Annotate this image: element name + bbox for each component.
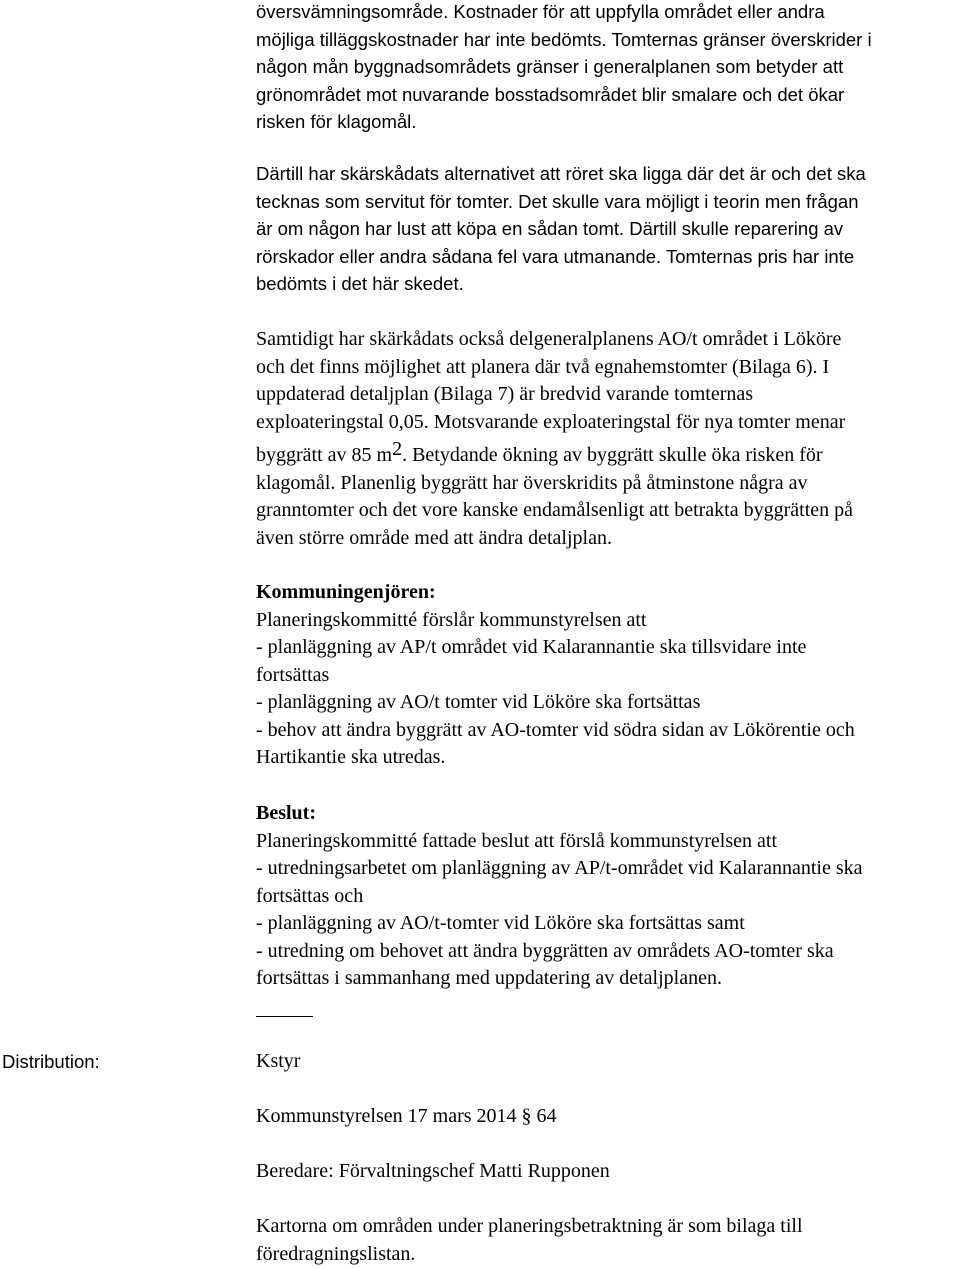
text-line: Planeringskommitté förslår kommunstyrelsen att [256,608,647,631]
text-line: fortsättas och [256,884,364,907]
text-line: även större område med att ändra detaljplan. [256,526,612,549]
text-line: tecknas som servitut för tomter. Det skulle vara möjligt i teorin men frågan [256,190,859,212]
text-line: fortsättas [256,663,330,686]
text-line: översvämningsområde. Kostnader för att uppfylla området eller andra [256,1,825,22]
sup-line-suffix: . Betydande ökning av byggrätt skulle öka risken för [402,444,823,466]
text-line: möjliga tilläggskostnader har inte bedömts. Tomternas gränser överskrider i [256,28,872,50]
text-line: Hartikantie ska utredas. [256,746,446,768]
paragraph-flood-area [256,0,872,136]
text-line: - planläggning av AO/t-tomter vid Lököre ska fortsättas samt [256,912,745,934]
text-line: risken för klagomål. [256,111,417,132]
superscript-value: 2 [392,438,403,460]
text-line: Samtidigt har skärkådats också delgeneralplanens AO/t området i Lököre [256,328,842,350]
text-line: Därtill har skärskådats alternativet att röret ska ligga där det är och det ska [256,163,866,184]
text-line: exploateringstal 0,05. Motsvarande exploateringstal för nya tomter menar [256,410,846,433]
text-line: granntomter och det vore kanske endamålsenligt att betrakta byggrätten på [256,499,854,521]
text-line: - utredningsarbetet om planläggning av AP/t-området vid Kalarannantie ska [256,857,863,879]
section-kommuningenjoren [256,579,855,772]
kartorna-note [256,1213,803,1268]
text-line: är om någon har lust att köpa en sådan tomt. Därtill skulle reparering av [256,218,844,239]
text-line: Planeringskommitté fattade beslut att förslå kommunstyrelsen att [256,829,777,852]
text-line: föredragningslistan. [256,1242,416,1265]
text-line: rörskador eller andra sådana fel vara utmanande. Tomternas pris har inte [256,245,855,267]
text-line: - utredning om behovet att ändra byggrätten av områdets AO-tomter ska [256,939,834,962]
kommunstyrelsen-reference: Kommunstyrelsen 17 mars 2014 § 64 [256,1105,557,1127]
beredare-line: Beredare: Förvaltningschef Matti Rupponen [256,1160,610,1182]
text-line: och det finns möjlighet att planera där två egnahemstomter (Bilaga 6). I [256,355,830,378]
section-heading: Kommuningenjören: [256,581,436,603]
text-line: klagomål. Planenlig byggrätt har överskridits på åtminstone några av [256,471,808,494]
text-line: bedömts i det här skedet. [256,273,464,294]
text-line: fortsättas i sammanhang med uppdatering av detaljplanen. [256,967,722,989]
text-line: Kartorna om områden under planeringsbetraktning är som bilaga till [256,1215,803,1237]
distribution-value: Kstyr [256,1050,301,1072]
paragraph-delgeneralplan [256,326,853,552]
sup-line-prefix: byggrätt av 85 m [256,444,393,466]
text-line: - planläggning av AP/t området vid Kalarannantie ska tillsvidare inte [256,636,807,658]
signature-divider [256,1016,313,1017]
section-beslut [256,800,863,993]
text-line: uppdaterad detaljplan (Bilaga 7) är bredvid varande tomternas [256,383,754,405]
text-line: - behov att ändra byggrätt av AO-tomter vid södra sidan av Lökörentie och [256,718,855,741]
text-line: någon mån byggnadsområdets gränser i generalplanen som betyder att [256,56,844,77]
section-heading: Beslut: [256,802,316,824]
text-line: - planläggning av AO/t tomter vid Lököre ska fortsättas [256,691,701,713]
text-line-with-superscript [256,438,853,470]
distribution-label: Distribution: [2,1051,100,1072]
text-line: grönområdet mot nuvarande bosstadsområdet blir smalare och det ökar [256,83,845,105]
paragraph-pipe-alternative [256,160,866,298]
